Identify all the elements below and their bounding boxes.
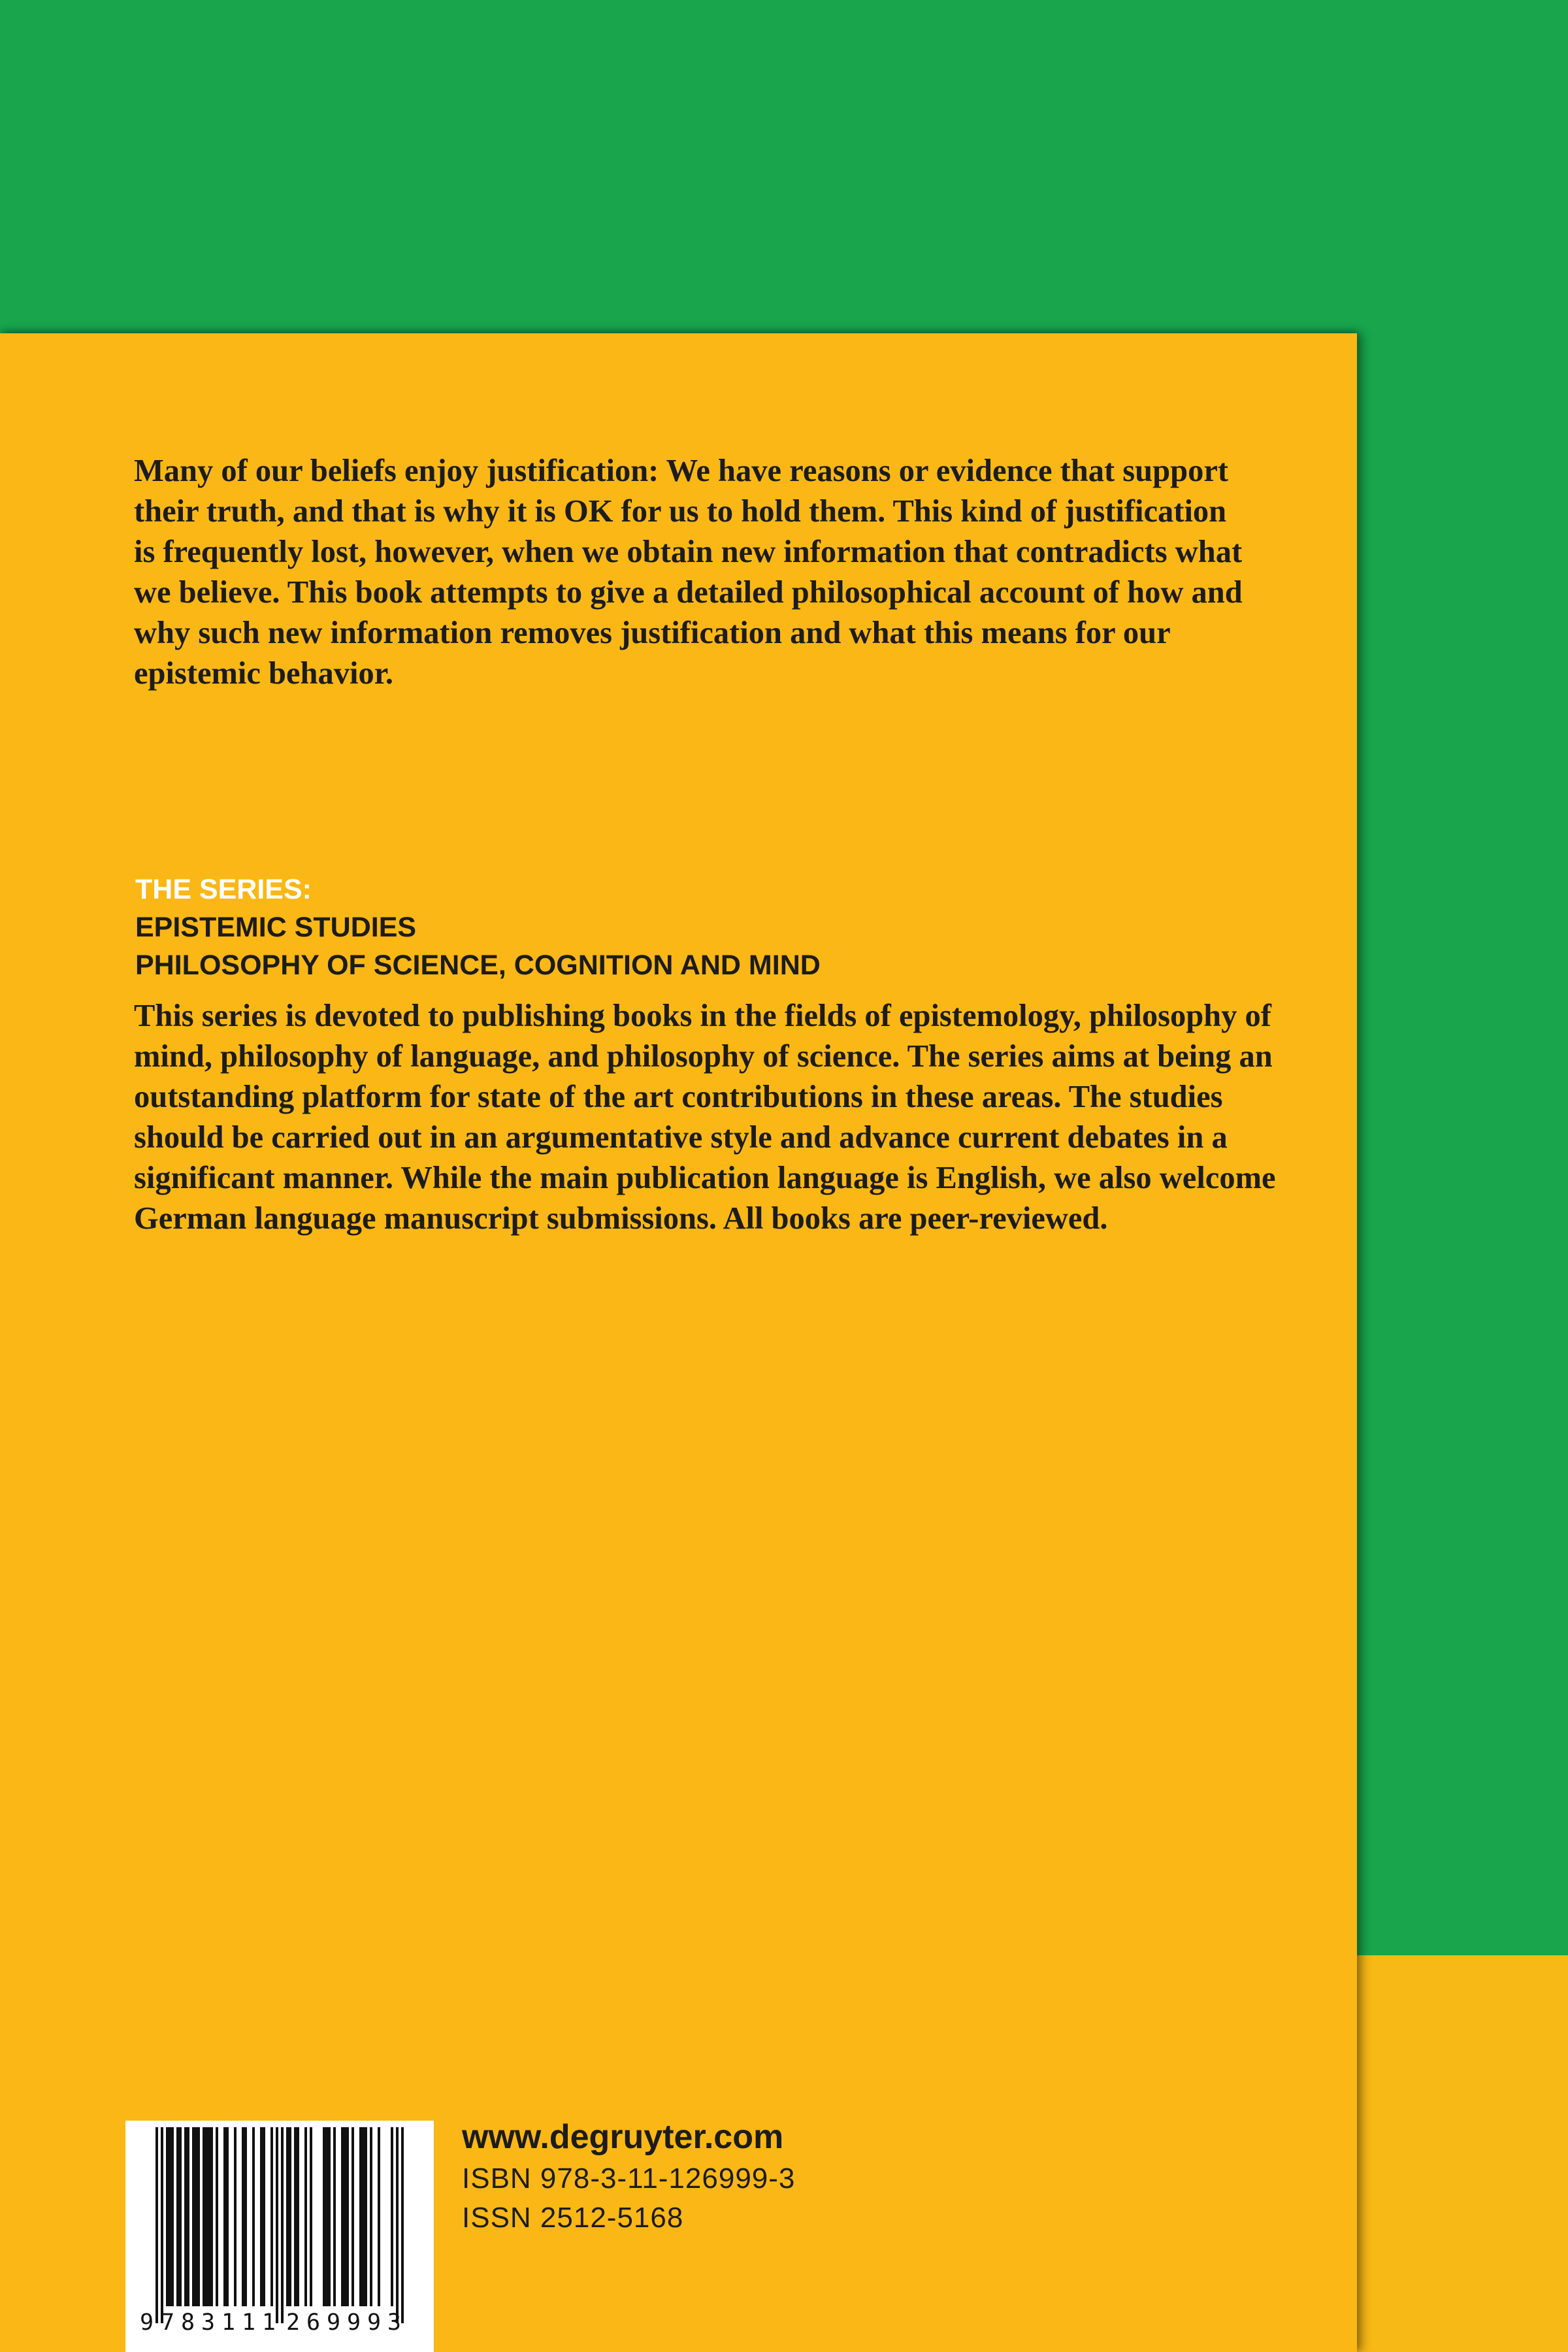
barcode-bar — [286, 2127, 289, 2306]
series-label: THE SERIES: — [135, 874, 312, 905]
series-name: EPISTEMIC STUDIES — [135, 912, 417, 943]
barcode-bar — [396, 2127, 399, 2323]
barcode — [125, 2121, 434, 2352]
barcode-bar — [344, 2127, 346, 2306]
publisher-info — [462, 2115, 1050, 2238]
barcode-bar — [281, 2127, 284, 2323]
barcode-bar — [289, 2127, 291, 2306]
barcode-bar — [362, 2127, 365, 2306]
barcode-bar — [192, 2127, 195, 2306]
barcode-bar — [216, 2127, 218, 2306]
barcode-bar — [310, 2127, 312, 2306]
barcode-bar — [234, 2127, 237, 2306]
barcode-bar — [210, 2127, 213, 2306]
barcode-bar — [341, 2127, 344, 2306]
barcode-bar — [252, 2127, 255, 2306]
barcode-bar — [155, 2127, 158, 2323]
barcode-digits-left: 783111 — [161, 2310, 276, 2336]
series-subtitle: PHILOSOPHY OF SCIENCE, COGNITION AND MIND — [135, 950, 821, 981]
barcode-bar — [208, 2127, 210, 2306]
barcode-bar — [203, 2127, 205, 2306]
barcode-bar — [323, 2127, 325, 2306]
barcode-bar — [226, 2127, 229, 2306]
barcode-bar — [195, 2127, 197, 2306]
series-heading — [135, 870, 1311, 984]
barcode-bar — [351, 2127, 354, 2306]
issn: ISSN 2512-5168 — [462, 2202, 684, 2234]
barcode-bar — [205, 2127, 208, 2306]
barcode-bar — [378, 2127, 380, 2306]
barcode-bar — [223, 2127, 226, 2306]
barcode-bar — [370, 2127, 372, 2306]
barcode-bar — [325, 2127, 328, 2306]
series-description: This series is devoted to publishing books in the fields of epistemology, philosophy of mind, philosophy of language, and philosophy of science. The series aims at being an outstanding platform for state of the art contributions in these areas. The studies should be carried out in an argumentative style and advance current debates in a significant manner. While the main publication language is English, we also welcome German language manuscript submissions. All books are peer-reviewed. — [134, 999, 1276, 1236]
barcode-bar — [346, 2127, 349, 2306]
barcode-bar — [270, 2127, 273, 2306]
barcode-bar — [179, 2127, 182, 2306]
publisher-url: www.degruyter.com — [462, 2118, 784, 2156]
barcode-bar — [260, 2127, 263, 2306]
barcode-bar — [197, 2127, 200, 2306]
barcode-bar — [242, 2127, 244, 2306]
barcode-bar — [294, 2127, 297, 2306]
barcode-bar — [365, 2127, 367, 2306]
barcode-bar — [391, 2127, 393, 2306]
barcode-bar — [176, 2127, 179, 2306]
barcode-bar — [333, 2127, 336, 2306]
barcode-bar — [328, 2127, 331, 2306]
barcode-bar — [166, 2127, 169, 2306]
barcode-bar — [263, 2127, 265, 2306]
barcode-bar — [297, 2127, 299, 2306]
barcode-bar — [359, 2127, 362, 2306]
barcode-bar — [184, 2127, 187, 2306]
barcode-bar — [276, 2127, 278, 2323]
barcode-bar — [304, 2127, 307, 2306]
barcode-bar — [187, 2127, 189, 2306]
barcode-digit-lead: 9 — [140, 2310, 154, 2336]
barcode-bar — [161, 2127, 163, 2323]
barcode-bar — [244, 2127, 247, 2306]
isbn: ISBN 978-3-11-126999-3 — [462, 2162, 796, 2195]
barcode-bar — [169, 2127, 171, 2306]
barcode-bars — [155, 2127, 404, 2323]
barcode-bar — [171, 2127, 174, 2306]
barcode-bar — [401, 2127, 404, 2323]
book-blurb: Many of our beliefs enjoy justification: We have reasons or evidence that support their truth, and that is why it is OK for us to hold them. This kind of justification is frequently lost, however, when we obtain new information that contradicts what we believe. This book attempts to give a detailed philosophical account of how and why such new information removes justification and what this means for our epistemic behavior. — [134, 454, 1243, 691]
barcode-graphic — [125, 2121, 434, 2352]
barcode-digits-right: 269993 — [286, 2310, 401, 2336]
